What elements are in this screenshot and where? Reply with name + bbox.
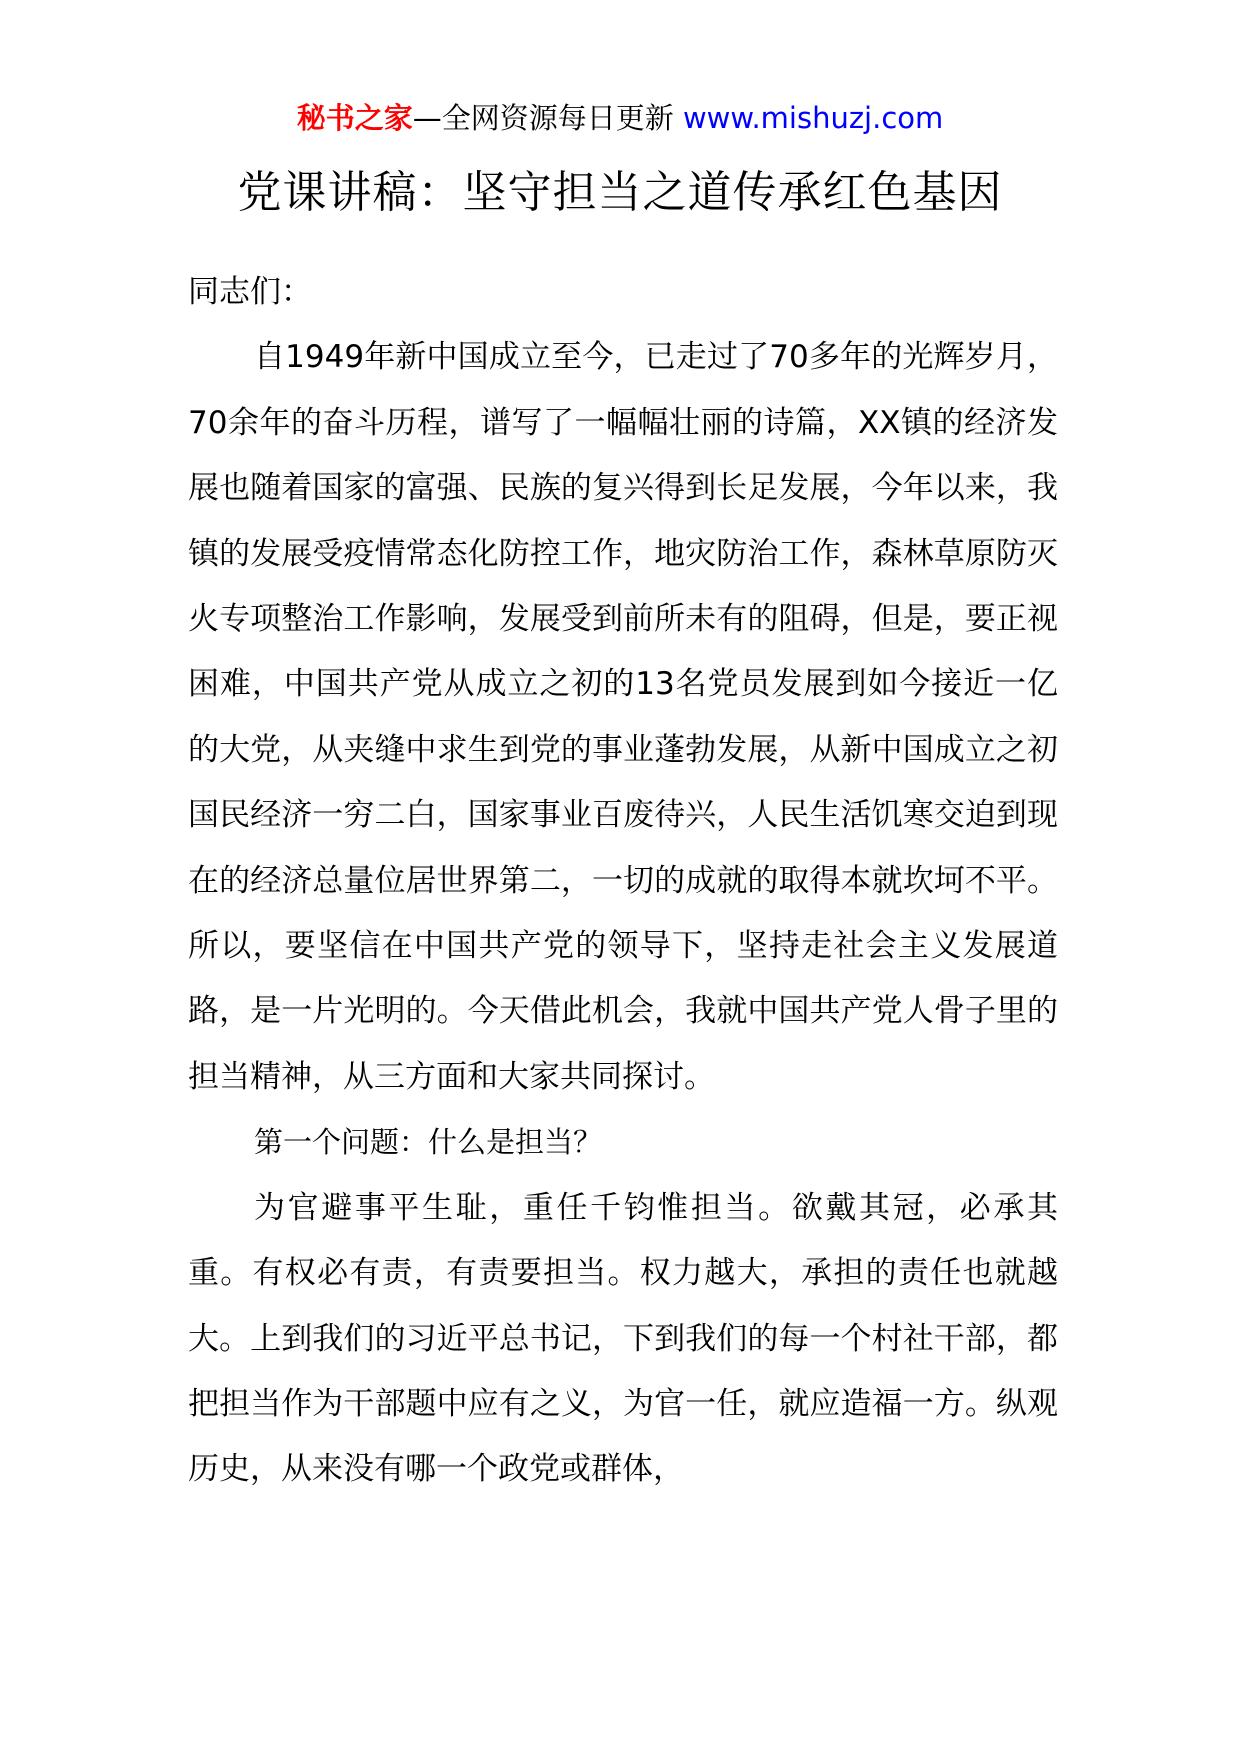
banner-slogan: —全网资源每日更新: [412, 101, 683, 135]
brand-name: 秘书之家: [296, 101, 413, 135]
paragraph-section-1: 为官避事平生耻，重任千钧惟担当。欲戴其冠，必承其重。有权必有责，有责要担当。权力越大，承担的责任也就越大。上到我们的习近平总书记，下到我们的每一个村社干部，都把担当作为干部题中应有之义，为官一任，就应造福一方。纵观历史，从来没有哪一个政党或群体，: [188, 1189, 1058, 1488]
document-body: [188, 274, 1058, 1503]
greeting: 同志们：: [188, 274, 312, 310]
paragraph-intro: 自1949年新中国成立至今，已走过了70多年的光辉岁月，70余年的奋斗历程，谱写了一幅幅壮丽的诗篇，XX镇的经济发展也随着国家的富强、民族的复兴得到长足发展，今年以来，我镇的发展受疫情常态化防控工作，地灾防治工作，森林草原防灭火专项整治工作影响，发展受到前所未有的阻碍，但是，要正视困难，中国共产党从成立之初的13名党员发展到如今接近一亿的大党，从夹缝中求生到党的事业蓬勃发展，从新中国成立之初国民经济一穷二白，国家事业百废待兴，人民生活饥寒交迫到现在的经济总量位居世界第二，一切的成就的取得本就坎坷不平。所以，要坚信在中国共产党的领导下，坚持走社会主义发展道路，是一片光明的。今天借此机会，我就中国共产党人骨子里的担当精神，从三方面和大家共同探讨。: [188, 339, 1058, 1095]
site-url-link[interactable]: www.mishuzj.com: [682, 101, 944, 135]
site-banner: [0, 98, 1240, 138]
section-heading-1: 第一个问题：什么是担当？: [254, 1125, 603, 1160]
document-title: 党课讲稿：坚守担当之道传承红色基因: [237, 167, 1003, 218]
